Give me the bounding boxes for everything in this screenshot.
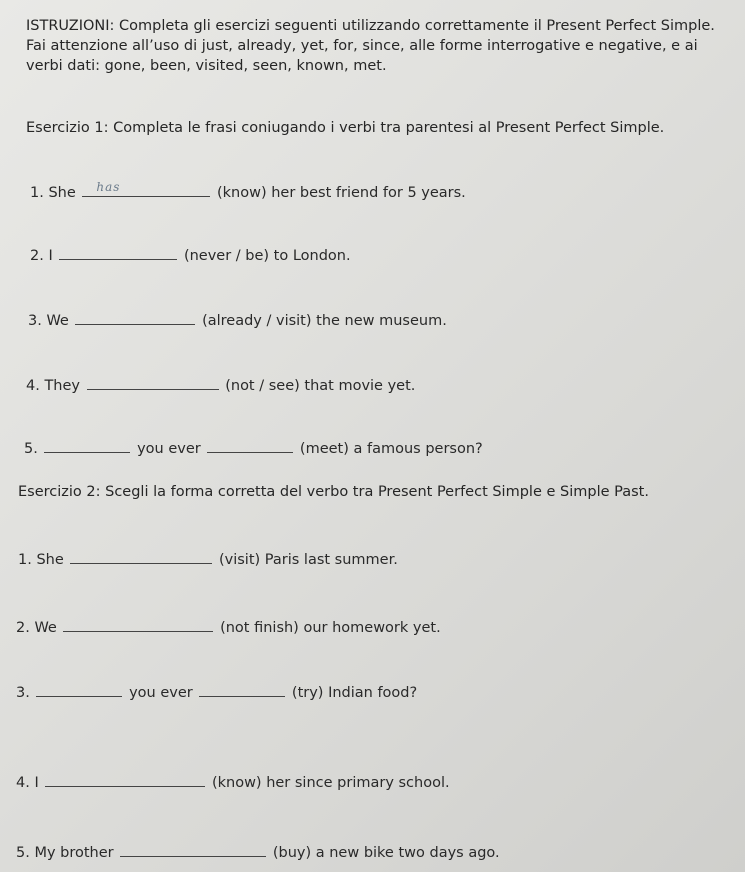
item-suffix: (know) her best friend for 5 years. bbox=[216, 185, 466, 201]
answer-blank[interactable] bbox=[36, 682, 122, 697]
item-middle: you ever bbox=[129, 685, 193, 701]
item-prefix: 3. We bbox=[28, 313, 69, 329]
item-suffix: (not finish) our homework yet. bbox=[220, 620, 441, 636]
handwritten-answer: has bbox=[96, 180, 121, 194]
item-prefix: 5. bbox=[24, 441, 38, 457]
exercise-1-item-1 bbox=[30, 182, 466, 203]
answer-blank[interactable] bbox=[87, 375, 219, 390]
answer-blank[interactable] bbox=[59, 245, 177, 260]
exercise-1-item-3 bbox=[28, 310, 447, 331]
item-suffix: (buy) a new bike two days ago. bbox=[272, 845, 500, 861]
answer-blank[interactable] bbox=[82, 182, 210, 197]
exercise-1-item-4 bbox=[26, 375, 415, 396]
item-prefix: 2. We bbox=[16, 620, 57, 636]
answer-blank[interactable] bbox=[44, 438, 130, 453]
item-prefix: 4. I bbox=[16, 775, 39, 791]
exercise-2-item-3 bbox=[16, 682, 417, 703]
item-prefix: 4. They bbox=[26, 378, 80, 394]
exercise-1-item-5 bbox=[24, 438, 483, 459]
exercise-2-item-5 bbox=[16, 842, 500, 863]
item-prefix: 3. bbox=[16, 685, 30, 701]
item-suffix: (not / see) that movie yet. bbox=[225, 378, 416, 394]
item-suffix: (try) Indian food? bbox=[291, 685, 418, 701]
answer-blank[interactable] bbox=[70, 549, 212, 564]
item-prefix: 5. My brother bbox=[16, 845, 114, 861]
exercise-1-title: Esercizio 1: Completa le frasi coniugando i verbi tra parentesi al Present Perfect Simple. bbox=[26, 120, 665, 136]
answer-blank[interactable] bbox=[199, 682, 285, 697]
exercise-2-item-2 bbox=[16, 617, 441, 638]
answer-blank[interactable] bbox=[45, 772, 205, 787]
item-suffix: (already / visit) the new museum. bbox=[202, 313, 447, 329]
item-suffix: (meet) a famous person? bbox=[299, 441, 483, 457]
answer-blank[interactable] bbox=[63, 617, 213, 632]
answer-blank[interactable] bbox=[120, 842, 266, 857]
exercise-1-item-2 bbox=[30, 245, 351, 266]
item-suffix: (know) her since primary school. bbox=[211, 775, 450, 791]
item-prefix: 2. I bbox=[30, 248, 53, 264]
item-prefix: 1. She bbox=[18, 552, 64, 568]
exercise-2-title: Esercizio 2: Scegli la forma corretta del verbo tra Present Perfect Simple e Simple Past. bbox=[18, 484, 649, 500]
item-prefix: 1. She bbox=[30, 185, 76, 201]
answer-blank[interactable] bbox=[207, 438, 293, 453]
item-suffix: (visit) Paris last summer. bbox=[218, 552, 398, 568]
answer-blank[interactable] bbox=[75, 310, 195, 325]
exercise-2-item-1 bbox=[18, 549, 398, 570]
exercise-2-item-4 bbox=[16, 772, 450, 793]
item-middle: you ever bbox=[137, 441, 201, 457]
item-suffix: (never / be) to London. bbox=[183, 248, 351, 264]
instructions-text: ISTRUZIONI: Completa gli esercizi seguenti utilizzando correttamente il Present Perfect Simple. Fai attenzione all’uso di just, already, yet, for, since, alle forme interrogative e negative, e ai verbi dati: gone, been, visited, seen, known, met. bbox=[26, 18, 715, 74]
